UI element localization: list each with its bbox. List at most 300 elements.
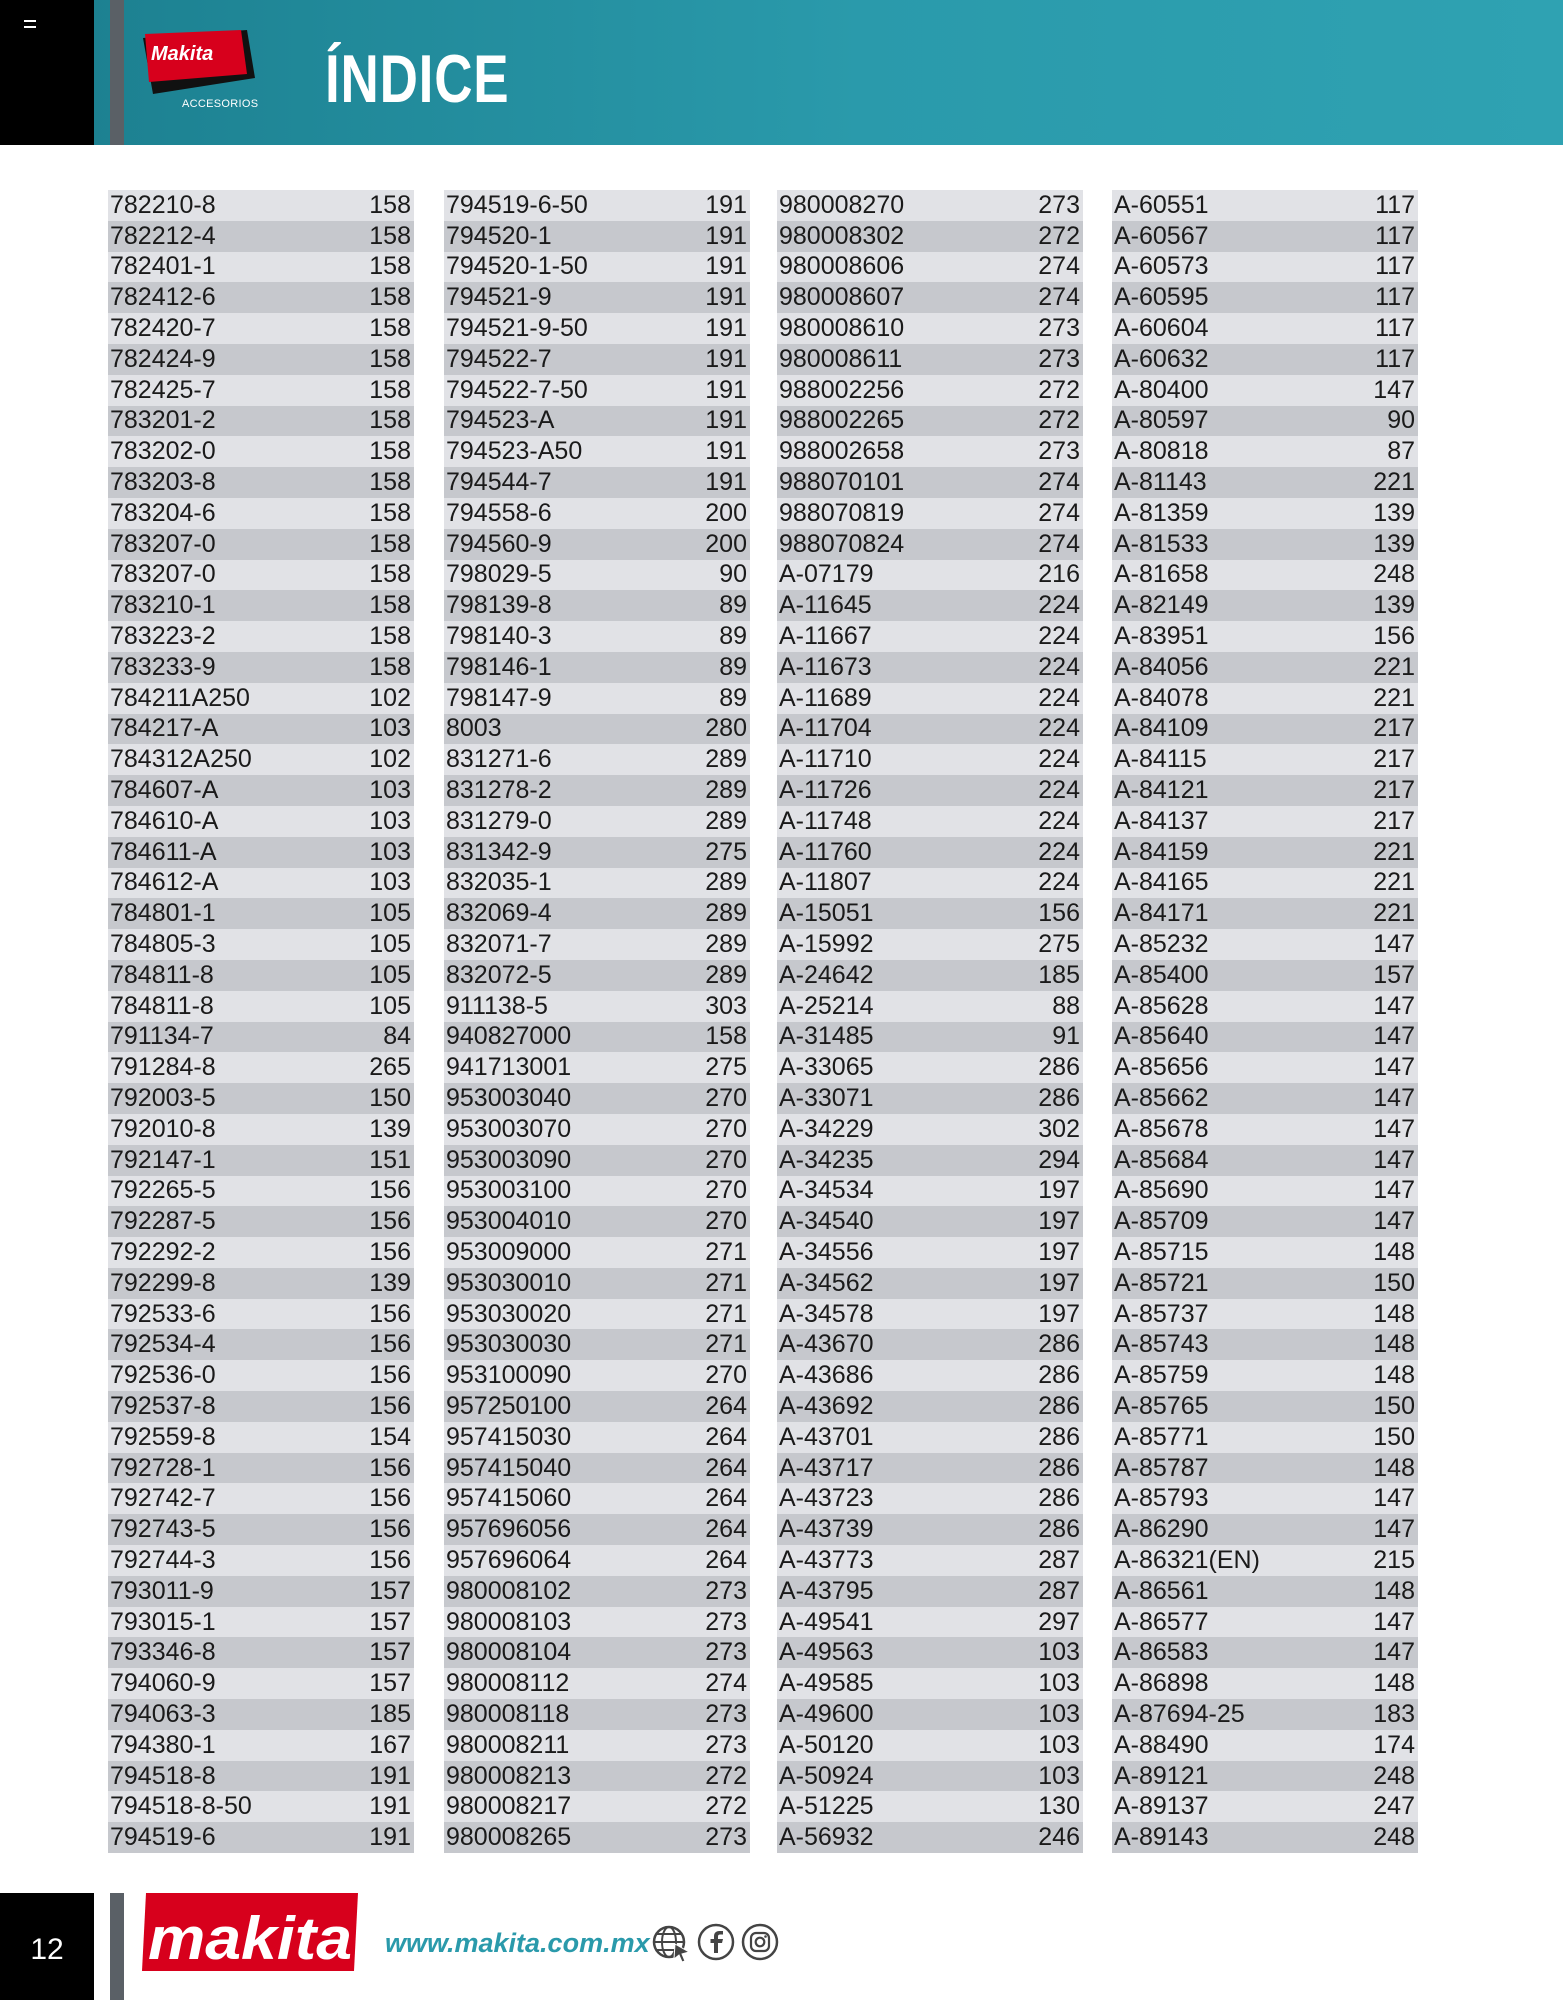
index-row xyxy=(108,898,414,929)
page-reference: 286 xyxy=(1038,1453,1080,1482)
index-row xyxy=(108,1422,414,1453)
index-row xyxy=(444,1668,750,1699)
part-number: 832072-5 xyxy=(446,960,552,989)
part-number: A-60604 xyxy=(1114,314,1209,343)
part-number: 783203-8 xyxy=(110,468,216,497)
page-reference: 275 xyxy=(1038,930,1080,959)
index-row xyxy=(777,221,1083,252)
page-reference: 158 xyxy=(369,498,411,527)
page-reference: 274 xyxy=(1038,283,1080,312)
part-number: A-81359 xyxy=(1114,498,1209,527)
part-number: A-11667 xyxy=(779,622,872,651)
page-reference: 139 xyxy=(369,1114,411,1143)
index-row xyxy=(1112,1545,1418,1576)
index-row xyxy=(777,1791,1083,1822)
part-number: A-34562 xyxy=(779,1268,874,1297)
part-number: 794558-6 xyxy=(446,498,552,527)
index-row xyxy=(108,1607,414,1638)
page-reference: 224 xyxy=(1038,868,1080,897)
part-number: 798147-9 xyxy=(446,683,552,712)
index-row xyxy=(444,313,750,344)
page-reference: 286 xyxy=(1038,1053,1080,1082)
part-number: 794523-A xyxy=(446,406,555,435)
part-number: 794560-9 xyxy=(446,529,552,558)
part-number: A-51225 xyxy=(779,1792,874,1821)
part-number: 794518-8-50 xyxy=(110,1792,252,1821)
part-number: A-49563 xyxy=(779,1638,874,1667)
page-reference: 91 xyxy=(1052,1022,1080,1051)
index-row xyxy=(1112,1268,1418,1299)
part-number: 784612-A xyxy=(110,868,219,897)
part-number: 980008103 xyxy=(446,1607,572,1636)
index-row xyxy=(777,1607,1083,1638)
index-row xyxy=(777,1453,1083,1484)
part-number: A-49600 xyxy=(779,1699,874,1728)
index-row xyxy=(108,436,414,467)
page-reference: 224 xyxy=(1038,652,1080,681)
page-reference: 151 xyxy=(369,1145,411,1174)
page-reference: 147 xyxy=(1373,1114,1415,1143)
part-number: 980008104 xyxy=(446,1638,572,1667)
page-reference: 248 xyxy=(1373,1823,1415,1852)
page-reference: 264 xyxy=(705,1545,747,1574)
part-number: A-85737 xyxy=(1114,1299,1209,1328)
index-row xyxy=(777,1637,1083,1668)
part-number: A-85793 xyxy=(1114,1484,1209,1513)
part-number: A-85640 xyxy=(1114,1022,1209,1051)
part-number: A-24642 xyxy=(779,960,874,989)
page-reference: 273 xyxy=(705,1607,747,1636)
part-number: A-11704 xyxy=(779,714,872,743)
part-number: 791284-8 xyxy=(110,1053,216,1082)
page-reference: 158 xyxy=(705,1022,747,1051)
part-number: 957415060 xyxy=(446,1484,572,1513)
index-row xyxy=(777,991,1083,1022)
index-row xyxy=(1112,868,1418,899)
part-number: A-81533 xyxy=(1114,529,1209,558)
index-row xyxy=(1112,252,1418,283)
page-reference: 221 xyxy=(1373,468,1415,497)
part-number: A-87694-25 xyxy=(1114,1699,1245,1728)
page-reference: 102 xyxy=(369,745,411,774)
part-number: A-85690 xyxy=(1114,1176,1209,1205)
page-reference: 191 xyxy=(369,1792,411,1821)
page-reference: 103 xyxy=(369,714,411,743)
index-row xyxy=(1112,621,1418,652)
part-number: A-81143 xyxy=(1114,468,1207,497)
part-number: 791134-7 xyxy=(110,1022,214,1051)
index-row xyxy=(777,744,1083,775)
page-number: 12 xyxy=(30,1933,64,1966)
page-reference: 264 xyxy=(705,1391,747,1420)
index-row xyxy=(777,252,1083,283)
part-number: A-33071 xyxy=(779,1084,874,1112)
index-row xyxy=(108,1453,414,1484)
part-number: A-56932 xyxy=(779,1823,874,1852)
page-reference: 224 xyxy=(1038,591,1080,620)
part-number: 988070824 xyxy=(779,529,905,558)
index-row xyxy=(108,1514,414,1545)
index-row xyxy=(1112,1761,1418,1792)
index-row xyxy=(1112,991,1418,1022)
index-row xyxy=(1112,1052,1418,1083)
index-row xyxy=(108,1545,414,1576)
part-number: 911138-5 xyxy=(446,991,548,1020)
part-number: A-85662 xyxy=(1114,1084,1209,1112)
index-row xyxy=(777,1114,1083,1145)
page-reference: 117 xyxy=(1375,344,1415,373)
index-row xyxy=(1112,1360,1418,1391)
index-row xyxy=(777,1822,1083,1853)
part-number: 798139-8 xyxy=(446,591,552,620)
index-row xyxy=(1112,1329,1418,1360)
part-number: A-83951 xyxy=(1114,622,1209,651)
part-number: 782425-7 xyxy=(110,375,216,404)
part-number: 988070101 xyxy=(779,468,905,497)
part-number: A-43717 xyxy=(779,1453,874,1482)
index-row xyxy=(444,1453,750,1484)
page-reference: 248 xyxy=(1373,1761,1415,1790)
part-number: 957415040 xyxy=(446,1453,572,1482)
index-row xyxy=(777,1483,1083,1514)
part-number: 798146-1 xyxy=(446,652,552,681)
index-row xyxy=(777,282,1083,313)
index-row xyxy=(1112,1299,1418,1330)
index-row xyxy=(444,221,750,252)
part-number: A-11748 xyxy=(779,806,872,835)
part-number: 980008217 xyxy=(446,1792,572,1821)
page-reference: 294 xyxy=(1038,1145,1080,1174)
index-row xyxy=(777,898,1083,929)
page-reference: 88 xyxy=(1052,991,1080,1020)
index-row xyxy=(108,744,414,775)
part-number: A-85715 xyxy=(1114,1237,1209,1266)
page-reference: 158 xyxy=(369,622,411,651)
page-reference: 221 xyxy=(1373,683,1415,712)
part-number: A-89121 xyxy=(1114,1761,1209,1790)
page-reference: 273 xyxy=(1038,190,1080,219)
index-row xyxy=(108,252,414,283)
index-row xyxy=(777,1052,1083,1083)
page-reference: 87 xyxy=(1387,437,1415,466)
website-link[interactable]: www.makita.com.mx xyxy=(385,1928,650,1958)
part-number: A-84078 xyxy=(1114,683,1209,712)
menu-icon[interactable] xyxy=(24,20,36,28)
part-number: 953030030 xyxy=(446,1330,572,1359)
page-reference: 156 xyxy=(369,1515,411,1544)
index-row xyxy=(1112,467,1418,498)
index-row xyxy=(108,313,414,344)
index-row xyxy=(1112,1422,1418,1453)
part-number: A-86561 xyxy=(1114,1576,1209,1605)
part-number: 980008610 xyxy=(779,314,905,343)
part-number: 792742-7 xyxy=(110,1484,216,1513)
svg-text:Makita: Makita xyxy=(151,43,214,65)
index-row xyxy=(777,775,1083,806)
part-number: A-34578 xyxy=(779,1299,874,1328)
part-number: A-85721 xyxy=(1114,1268,1209,1297)
part-number: A-11760 xyxy=(779,837,872,866)
part-number: 792534-4 xyxy=(110,1330,216,1359)
part-number: A-43739 xyxy=(779,1515,874,1544)
index-row xyxy=(777,1391,1083,1422)
part-number: 794063-3 xyxy=(110,1699,216,1728)
index-row xyxy=(444,467,750,498)
page-reference: 174 xyxy=(1373,1730,1415,1759)
index-row xyxy=(444,436,750,467)
part-number: 831279-0 xyxy=(446,806,552,835)
page-reference: 273 xyxy=(705,1576,747,1605)
part-number: A-84056 xyxy=(1114,652,1209,681)
page-reference: 158 xyxy=(369,437,411,466)
index-row xyxy=(1112,313,1418,344)
index-row xyxy=(777,436,1083,467)
part-number: 784801-1 xyxy=(110,899,216,928)
page-reference: 216 xyxy=(1038,560,1080,589)
part-number: 784610-A xyxy=(110,806,219,835)
part-number: 782210-8 xyxy=(110,190,216,219)
part-number: A-43670 xyxy=(779,1330,874,1359)
index-row xyxy=(108,1391,414,1422)
part-number: 792744-3 xyxy=(110,1545,216,1574)
index-row xyxy=(444,837,750,868)
part-number: 784811-8 xyxy=(110,960,214,989)
part-number: 784211A250 xyxy=(110,683,250,712)
index-row xyxy=(777,1360,1083,1391)
part-number: 782212-4 xyxy=(110,221,216,250)
page-reference: 148 xyxy=(1373,1330,1415,1359)
index-row xyxy=(1112,498,1418,529)
page-reference: 289 xyxy=(705,745,747,774)
index-row xyxy=(444,806,750,837)
facebook-icon[interactable] xyxy=(696,1922,736,1962)
page-reference: 221 xyxy=(1373,837,1415,866)
index-row xyxy=(777,1206,1083,1237)
page-reference: 147 xyxy=(1373,1607,1415,1636)
page-reference: 105 xyxy=(369,899,411,928)
index-row xyxy=(444,652,750,683)
makita-logo xyxy=(142,1893,358,1971)
page-reference: 272 xyxy=(1038,221,1080,250)
page-reference: 286 xyxy=(1038,1515,1080,1544)
part-number: 953003040 xyxy=(446,1084,572,1112)
page-reference: 191 xyxy=(705,468,747,497)
part-number: 832035-1 xyxy=(446,868,552,897)
part-number: A-11710 xyxy=(779,745,872,774)
page-reference: 272 xyxy=(705,1792,747,1821)
part-number: 940827000 xyxy=(446,1022,572,1051)
part-number: A-85400 xyxy=(1114,960,1209,989)
page-title: ÍNDICE xyxy=(325,41,510,117)
page-reference: 148 xyxy=(1373,1576,1415,1605)
index-row xyxy=(1112,406,1418,437)
part-number: A-34235 xyxy=(779,1145,874,1174)
page-reference: 275 xyxy=(705,1053,747,1082)
page-reference: 147 xyxy=(1373,1176,1415,1205)
page-reference: 287 xyxy=(1038,1576,1080,1605)
index-row xyxy=(444,1791,750,1822)
index-row xyxy=(777,1422,1083,1453)
index-column xyxy=(108,190,414,1853)
part-number: 941713001 xyxy=(446,1053,572,1082)
part-number: A-84115 xyxy=(1114,745,1207,774)
part-number: 792533-6 xyxy=(110,1299,216,1328)
index-row xyxy=(777,1237,1083,1268)
index-row xyxy=(108,868,414,899)
part-number: A-86898 xyxy=(1114,1669,1209,1698)
page-reference: 197 xyxy=(1038,1237,1080,1266)
part-number: 831278-2 xyxy=(446,776,552,805)
page-reference: 156 xyxy=(369,1453,411,1482)
page-reference: 148 xyxy=(1373,1453,1415,1482)
instagram-icon[interactable] xyxy=(740,1922,780,1962)
page-reference: 147 xyxy=(1373,1638,1415,1667)
index-row xyxy=(108,1576,414,1607)
part-number: A-15051 xyxy=(779,899,874,928)
index-row xyxy=(777,1299,1083,1330)
page-reference: 158 xyxy=(369,468,411,497)
index-row xyxy=(444,744,750,775)
index-row xyxy=(444,529,750,560)
part-number: 957415030 xyxy=(446,1422,572,1451)
index-row xyxy=(444,1761,750,1792)
index-row xyxy=(444,590,750,621)
part-number: 988070819 xyxy=(779,498,905,527)
part-number: 794544-7 xyxy=(446,468,552,497)
part-number: A-50120 xyxy=(779,1730,874,1759)
part-number: A-89143 xyxy=(1114,1823,1209,1852)
part-number: 793011-9 xyxy=(110,1576,214,1605)
part-number: 980008112 xyxy=(446,1669,570,1698)
part-number: A-85709 xyxy=(1114,1207,1209,1236)
page-reference: 147 xyxy=(1373,1084,1415,1112)
index-row xyxy=(777,683,1083,714)
index-row xyxy=(444,406,750,437)
index-row xyxy=(1112,1699,1418,1730)
page-reference: 270 xyxy=(705,1361,747,1390)
page-reference: 273 xyxy=(1038,437,1080,466)
part-number: 792147-1 xyxy=(110,1145,216,1174)
page-reference: 297 xyxy=(1038,1607,1080,1636)
index-row xyxy=(444,282,750,313)
part-number: 792536-0 xyxy=(110,1361,216,1390)
index-row xyxy=(444,960,750,991)
page-reference: 270 xyxy=(705,1207,747,1236)
part-number: 957696064 xyxy=(446,1545,572,1574)
page-reference: 264 xyxy=(705,1453,747,1482)
part-number: A-31485 xyxy=(779,1022,874,1051)
index-row xyxy=(777,1268,1083,1299)
index-row xyxy=(444,498,750,529)
page-reference: 270 xyxy=(705,1114,747,1143)
part-number: 792559-8 xyxy=(110,1422,216,1451)
part-number: A-84159 xyxy=(1114,837,1209,866)
index-column xyxy=(777,190,1083,1853)
index-row xyxy=(1112,1022,1418,1053)
index-row xyxy=(108,652,414,683)
part-number: 953030020 xyxy=(446,1299,572,1328)
part-number: 980008611 xyxy=(779,344,903,373)
page-reference: 200 xyxy=(705,529,747,558)
part-number: 784607-A xyxy=(110,776,219,805)
page-reference: 289 xyxy=(705,868,747,897)
index-row xyxy=(108,282,414,313)
part-number: 794520-1-50 xyxy=(446,252,588,281)
page-reference: 221 xyxy=(1373,868,1415,897)
page-reference: 167 xyxy=(369,1730,411,1759)
page-reference: 191 xyxy=(369,1761,411,1790)
index-row xyxy=(444,1699,750,1730)
index-row xyxy=(108,498,414,529)
part-number: A-43773 xyxy=(779,1545,874,1574)
index-row xyxy=(1112,1637,1418,1668)
index-row xyxy=(444,1822,750,1853)
page-reference: 117 xyxy=(1375,252,1415,281)
page-reference: 264 xyxy=(705,1422,747,1451)
page-reference: 158 xyxy=(369,283,411,312)
part-number: 783223-2 xyxy=(110,622,216,651)
page-reference: 286 xyxy=(1038,1422,1080,1451)
part-number: 792743-5 xyxy=(110,1515,216,1544)
page-reference: 191 xyxy=(705,252,747,281)
index-row xyxy=(444,1360,750,1391)
index-row xyxy=(108,1761,414,1792)
part-number: 792003-5 xyxy=(110,1084,216,1112)
index-row xyxy=(108,1114,414,1145)
part-number: 8003 xyxy=(446,714,502,743)
globe-icon[interactable] xyxy=(651,1922,691,1962)
index-row xyxy=(444,683,750,714)
index-row xyxy=(1112,898,1418,929)
index-row xyxy=(108,1299,414,1330)
index-row xyxy=(777,375,1083,406)
page-reference: 139 xyxy=(1373,591,1415,620)
page-reference: 273 xyxy=(705,1638,747,1667)
page-reference: 289 xyxy=(705,899,747,928)
index-row xyxy=(444,775,750,806)
page-reference: 272 xyxy=(705,1761,747,1790)
page-reference: 221 xyxy=(1373,652,1415,681)
index-table xyxy=(108,190,1420,1853)
part-number: A-34556 xyxy=(779,1237,874,1266)
page-reference: 158 xyxy=(369,221,411,250)
part-number: 953003070 xyxy=(446,1114,572,1143)
part-number: A-84109 xyxy=(1114,714,1209,743)
page-reference: 217 xyxy=(1373,776,1415,805)
index-row xyxy=(108,1083,414,1114)
page-reference: 147 xyxy=(1373,930,1415,959)
page-reference: 158 xyxy=(369,344,411,373)
page-reference: 156 xyxy=(1038,899,1080,928)
part-number: A-81658 xyxy=(1114,560,1209,589)
part-number: 784811-8 xyxy=(110,991,214,1020)
index-row xyxy=(444,344,750,375)
index-row xyxy=(777,929,1083,960)
page-reference: 286 xyxy=(1038,1391,1080,1420)
index-row xyxy=(444,1268,750,1299)
index-row xyxy=(777,1176,1083,1207)
page-reference: 274 xyxy=(705,1669,747,1698)
page-reference: 217 xyxy=(1373,714,1415,743)
page-reference: 103 xyxy=(1038,1669,1080,1698)
index-row xyxy=(777,837,1083,868)
part-number: A-34229 xyxy=(779,1114,874,1143)
part-number: 783202-0 xyxy=(110,437,216,466)
index-row xyxy=(1112,1514,1418,1545)
page-reference: 156 xyxy=(369,1484,411,1513)
index-row xyxy=(777,529,1083,560)
index-row xyxy=(777,406,1083,437)
